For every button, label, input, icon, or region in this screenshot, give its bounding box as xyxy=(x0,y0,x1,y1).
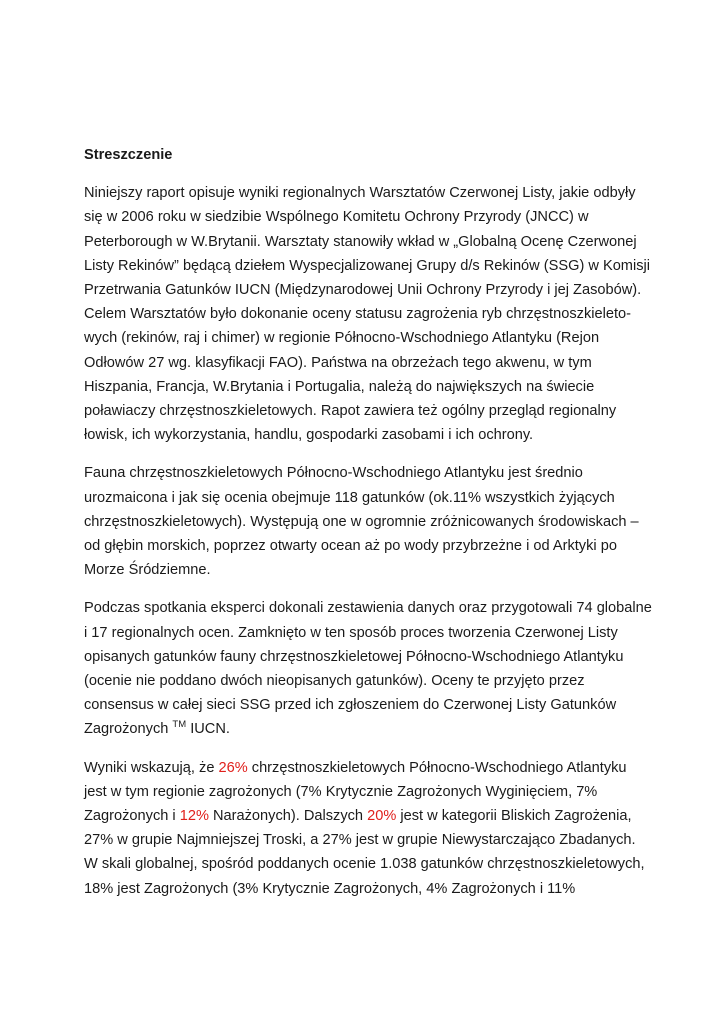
text-line xyxy=(84,756,644,780)
paragraph-results xyxy=(84,756,644,901)
text-line: i 17 regionalnych ocen. Zamknięto w ten sposób proces tworzenia Czerwonej Listy xyxy=(84,624,618,641)
text-line xyxy=(84,804,644,828)
text-line: Fauna chrzęstnoszkieletowych Północno-Wschodniego Atlantyku jest średnio xyxy=(84,465,583,482)
text-fragment: IUCN. xyxy=(186,721,230,738)
text-fragment: Wyniki wskazują, że xyxy=(84,759,219,776)
document-body xyxy=(84,143,652,915)
highlighted-percentage: 12% xyxy=(179,808,209,825)
text-line: consensus w całej sieci SSG przed ich zgłoszeniem do Czerwonej Listy Gatunków xyxy=(84,697,617,714)
text-fragment: chrzęstnoszkieletowych Północno-Wschodniego Atlantyku xyxy=(247,759,627,776)
text-line: Podczas spotkania eksperci dokonali zestawienia danych oraz przygotowali 74 globalne xyxy=(84,600,652,617)
text-line: chrzęstnoszkieletowych). Występują one w ogromnie zróżnicowanych środowiskach – xyxy=(84,513,639,530)
text-fragment: Narażonych). Dalszych xyxy=(208,808,368,825)
trademark-superscript: TM xyxy=(172,719,187,731)
text-line: się w 2006 roku w siedzibie Wspólnego Komitetu Ochrony Przyrody (JNCC) w xyxy=(84,209,589,226)
text-line: łowisk, ich wykorzystania, handlu, gospodarki zasobami i ich ochrony. xyxy=(84,427,534,444)
text-line: Niniejszy raport opisuje wyniki regionalnych Warsztatów Czerwonej Listy, jakie odbyły xyxy=(84,185,636,202)
text-line: Przetrwania Gatunków IUCN (Międzynarodowej Unii Ochrony Przyrody i jej Zasobów). xyxy=(84,282,642,299)
paragraph-intro xyxy=(84,181,650,447)
text-fragment: jest w kategorii Bliskich Zagrożenia, xyxy=(396,808,632,825)
text-line: Listy Rekinów” będącą dziełem Wyspecjalizowanej Grupy d/s Rekinów (SSG) w Komisji xyxy=(84,257,650,274)
text-line: jest w tym regionie zagrożonych (7% Krytycznie Zagrożonych Wyginięciem, 7% xyxy=(84,783,598,800)
text-line: Odłowów 27 wg. klasyfikacji FAO). Państwa na obrzeżach tego akwenu, w tym xyxy=(84,354,592,371)
text-line xyxy=(84,717,644,741)
text-fragment: Zagrożonych xyxy=(84,721,173,738)
text-line: 27% w grupie Najmniejszej Troski, a 27% jest w grupie Niewystarczająco Zbadanych. xyxy=(84,832,636,849)
text-line: Peterborough w W.Brytanii. Warsztaty stanowiły wkład w „Globalną Ocenę Czerwonej xyxy=(84,233,637,250)
paragraph-assessments xyxy=(84,596,652,741)
text-line: Morze Śródziemne. xyxy=(84,562,211,579)
text-line: wych (rekinów, raj i chimer) w regionie Północno-Wschodniego Atlantyku (Rejon xyxy=(84,330,600,347)
text-line: Hiszpania, Francja, W.Brytania i Portugalia, należą do największych na świecie xyxy=(84,378,595,395)
text-line: 18% jest Zagrożonych (3% Krytycznie Zagrożonych, 4% Zagrożonych i 11% xyxy=(84,880,576,897)
text-line: urozmaicona i jak się ocenia obejmuje 118 gatunków (ok.11% wszystkich żyjących xyxy=(84,489,615,506)
text-line: (ocenie nie poddano dwóch nieopisanych gatunków). Oceny te przyjęto przez xyxy=(84,673,585,690)
paragraph-fauna xyxy=(84,461,644,582)
text-line: W skali globalnej, spośród poddanych ocenie 1.038 gatunków chrzęstnoszkieletowych, xyxy=(84,856,645,873)
text-line: od głębin morskich, poprzez otwarty ocean aż po wody przybrzeżne i od Arktyki po xyxy=(84,538,617,555)
highlighted-percentage: 20% xyxy=(367,808,397,825)
text-line: poławiaczy chrzęstnoszkieletowych. Rapot zawiera też ogólny przegląd regionalny xyxy=(84,403,617,420)
highlighted-percentage: 26% xyxy=(218,759,248,776)
text-line: opisanych gatunków fauny chrzęstnoszkieletowej Północno-Wschodniego Atlantyku xyxy=(84,648,624,665)
text-line: Celem Warsztatów było dokonanie oceny statusu zagrożenia ryb chrzęstnoszkieleto- xyxy=(84,306,631,323)
section-heading: Streszczenie xyxy=(84,147,173,163)
text-fragment: Zagrożonych i xyxy=(84,808,180,825)
